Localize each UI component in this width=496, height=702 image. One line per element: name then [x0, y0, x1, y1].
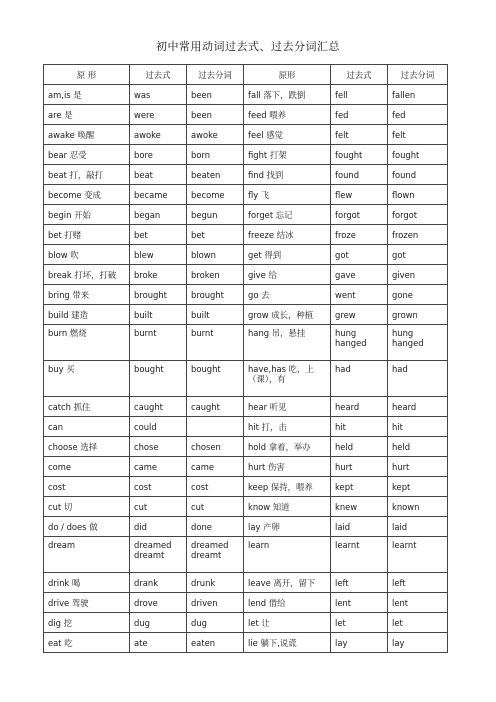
past-tense-right: hurt — [331, 457, 388, 477]
table-row — [44, 573, 448, 593]
base-form-left: beat 打，敲打 — [44, 165, 130, 185]
past-participle-left: born — [187, 145, 244, 165]
past-participle-right: hung hanged — [388, 325, 448, 361]
base-form-left: come — [44, 457, 130, 477]
past-participle-right: learnt — [388, 537, 448, 573]
past-tense-left: began — [130, 205, 187, 225]
base-form-left: are 是 — [44, 105, 130, 125]
past-participle-left: driven — [187, 593, 244, 613]
past-participle-right: left — [388, 573, 448, 593]
past-tense-right: hung hanged — [331, 325, 388, 361]
base-form-right: hurt 伤害 — [244, 457, 331, 477]
base-form-left: am,is 是 — [44, 85, 130, 105]
base-form-left: become 变成 — [44, 185, 130, 205]
past-participle-left: awoke — [187, 125, 244, 145]
past-participle-left: drunk — [187, 573, 244, 593]
base-form-right: have,has 吃，上（课），有 — [244, 361, 331, 397]
table-row — [44, 145, 448, 165]
past-tense-left: blew — [130, 245, 187, 265]
past-participle-right: got — [388, 245, 448, 265]
past-participle-left: brought — [187, 285, 244, 305]
base-form-right: lend 借给 — [244, 593, 331, 613]
table-row — [44, 497, 448, 517]
table-row — [44, 185, 448, 205]
past-participle-right: heard — [388, 397, 448, 417]
past-tense-left: chose — [130, 437, 187, 457]
header-past-left: 过去式 — [130, 65, 187, 85]
past-participle-right: let — [388, 613, 448, 633]
table-row — [44, 537, 448, 573]
past-tense-left: cut — [130, 497, 187, 517]
past-participle-left: been — [187, 85, 244, 105]
past-participle-right: given — [388, 265, 448, 285]
header-past-right: 过去式 — [331, 65, 388, 85]
past-participle-right: fallen — [388, 85, 448, 105]
past-tense-right: fought — [331, 145, 388, 165]
header-pp-left: 过去分词 — [187, 65, 244, 85]
past-participle-left: beaten — [187, 165, 244, 185]
past-tense-right: fell — [331, 85, 388, 105]
base-form-left: dig 挖 — [44, 613, 130, 633]
past-tense-left: could — [130, 417, 187, 437]
base-form-right: lie 躺下,说谎 — [244, 633, 331, 653]
past-tense-right: hit — [331, 417, 388, 437]
base-form-left: cost — [44, 477, 130, 497]
past-tense-left: ate — [130, 633, 187, 653]
past-participle-left: bet — [187, 225, 244, 245]
table-row — [44, 397, 448, 417]
past-tense-right: forgot — [331, 205, 388, 225]
base-form-right: fly 飞 — [244, 185, 331, 205]
past-tense-right: lay — [331, 633, 388, 653]
past-participle-left: eaten — [187, 633, 244, 653]
base-form-left: dream — [44, 537, 130, 573]
base-form-left: drink 喝 — [44, 573, 130, 593]
base-form-right: forget 忘记 — [244, 205, 331, 225]
table-row — [44, 85, 448, 105]
base-form-right: feed 喂养 — [244, 105, 331, 125]
table-row — [44, 517, 448, 537]
past-participle-right: found — [388, 165, 448, 185]
past-participle-right: forgot — [388, 205, 448, 225]
past-tense-right: felt — [331, 125, 388, 145]
past-tense-left: were — [130, 105, 187, 125]
base-form-left: bring 带来 — [44, 285, 130, 305]
base-form-right: let 让 — [244, 613, 331, 633]
past-tense-left: beat — [130, 165, 187, 185]
past-tense-right: lent — [331, 593, 388, 613]
past-tense-left: drank — [130, 573, 187, 593]
header-pp-right: 过去分词 — [388, 65, 448, 85]
verb-table-body — [44, 85, 448, 653]
table-row — [44, 325, 448, 361]
past-participle-left: bought — [187, 361, 244, 397]
past-tense-right: held — [331, 437, 388, 457]
base-form-right: find 找到 — [244, 165, 331, 185]
base-form-right: feel 感觉 — [244, 125, 331, 145]
past-tense-left: came — [130, 457, 187, 477]
base-form-right: fall 落下，跌倒 — [244, 85, 331, 105]
past-tense-left: awoke — [130, 125, 187, 145]
past-tense-right: froze — [331, 225, 388, 245]
base-form-left: bear 忍受 — [44, 145, 130, 165]
base-form-left: drive 驾驶 — [44, 593, 130, 613]
base-form-right: go 去 — [244, 285, 331, 305]
base-form-right: learn — [244, 537, 331, 573]
past-tense-right: grew — [331, 305, 388, 325]
past-tense-right: found — [331, 165, 388, 185]
past-participle-right: held — [388, 437, 448, 457]
past-participle-left: been — [187, 105, 244, 125]
past-tense-left: became — [130, 185, 187, 205]
table-row — [44, 305, 448, 325]
past-tense-left: broke — [130, 265, 187, 285]
base-form-left: eat 吃 — [44, 633, 130, 653]
past-tense-right: got — [331, 245, 388, 265]
past-tense-left: brought — [130, 285, 187, 305]
past-participle-right: known — [388, 497, 448, 517]
table-row — [44, 361, 448, 397]
base-form-right: give 给 — [244, 265, 331, 285]
table-row — [44, 417, 448, 437]
past-participle-left: begun — [187, 205, 244, 225]
table-row — [44, 437, 448, 457]
past-tense-right: heard — [331, 397, 388, 417]
base-form-left: break 打坏，打破 — [44, 265, 130, 285]
table-row — [44, 265, 448, 285]
base-form-left: burn 燃烧 — [44, 325, 130, 361]
past-tense-right: gave — [331, 265, 388, 285]
base-form-left: choose 选择 — [44, 437, 130, 457]
past-participle-right: fought — [388, 145, 448, 165]
past-participle-right: gone — [388, 285, 448, 305]
base-form-left: awake 唤醒 — [44, 125, 130, 145]
base-form-left: begin 开始 — [44, 205, 130, 225]
past-tense-left: cost — [130, 477, 187, 497]
past-participle-left: burnt — [187, 325, 244, 361]
past-tense-left: built — [130, 305, 187, 325]
base-form-right: hang 吊，悬挂 — [244, 325, 331, 361]
past-participle-left: chosen — [187, 437, 244, 457]
base-form-left: do / does 做 — [44, 517, 130, 537]
table-row — [44, 285, 448, 305]
table-row — [44, 105, 448, 125]
past-participle-left: dreamed dreamt — [187, 537, 244, 573]
table-row — [44, 125, 448, 145]
past-tense-right: fed — [331, 105, 388, 125]
table-header-row — [44, 65, 448, 85]
base-form-right: grow 成长，种植 — [244, 305, 331, 325]
past-participle-left: broken — [187, 265, 244, 285]
past-participle-right: flown — [388, 185, 448, 205]
past-tense-right: kept — [331, 477, 388, 497]
past-tense-right: knew — [331, 497, 388, 517]
past-tense-right: went — [331, 285, 388, 305]
past-participle-right: laid — [388, 517, 448, 537]
past-tense-left: drove — [130, 593, 187, 613]
past-tense-right: let — [331, 613, 388, 633]
past-tense-right: had — [331, 361, 388, 397]
base-form-left: can — [44, 417, 130, 437]
past-participle-left: built — [187, 305, 244, 325]
table-row — [44, 245, 448, 265]
base-form-left: cut 切 — [44, 497, 130, 517]
table-row — [44, 613, 448, 633]
base-form-left: catch 抓住 — [44, 397, 130, 417]
base-form-right: know 知道 — [244, 497, 331, 517]
base-form-left: bet 打赌 — [44, 225, 130, 245]
past-tense-left: burnt — [130, 325, 187, 361]
past-participle-left: cut — [187, 497, 244, 517]
base-form-right: keep 保持，喂养 — [244, 477, 331, 497]
past-tense-right: left — [331, 573, 388, 593]
base-form-right: fight 打架 — [244, 145, 331, 165]
past-participle-left: came — [187, 457, 244, 477]
past-tense-left: bet — [130, 225, 187, 245]
past-tense-left: bore — [130, 145, 187, 165]
table-row — [44, 633, 448, 653]
past-participle-right: fed — [388, 105, 448, 125]
table-row — [44, 477, 448, 497]
past-participle-right: felt — [388, 125, 448, 145]
base-form-right: freeze 结冰 — [244, 225, 331, 245]
past-participle-left: dug — [187, 613, 244, 633]
past-participle-right: frozen — [388, 225, 448, 245]
past-tense-left: was — [130, 85, 187, 105]
past-participle-right: had — [388, 361, 448, 397]
base-form-right: leave 离开，留下 — [244, 573, 331, 593]
past-participle-right: kept — [388, 477, 448, 497]
past-participle-right: lay — [388, 633, 448, 653]
past-participle-left: caught — [187, 397, 244, 417]
base-form-left: blow 吹 — [44, 245, 130, 265]
base-form-right: get 得到 — [244, 245, 331, 265]
past-tense-left: dug — [130, 613, 187, 633]
header-base-right: 原形 — [244, 65, 331, 85]
past-participle-left — [187, 417, 244, 437]
verb-table — [43, 64, 448, 653]
past-participle-right: lent — [388, 593, 448, 613]
past-tense-left: did — [130, 517, 187, 537]
past-participle-left: become — [187, 185, 244, 205]
past-participle-left: blown — [187, 245, 244, 265]
table-row — [44, 205, 448, 225]
past-participle-left: done — [187, 517, 244, 537]
past-tense-left: caught — [130, 397, 187, 417]
table-row — [44, 225, 448, 245]
past-tense-right: learnt — [331, 537, 388, 573]
past-tense-left: dreamed dreamt — [130, 537, 187, 573]
page-title: 初中常用动词过去式、过去分词汇总 — [156, 40, 340, 53]
base-form-right: hold 拿着，举办 — [244, 437, 331, 457]
table-row — [44, 457, 448, 477]
table-row — [44, 593, 448, 613]
base-form-left: build 建造 — [44, 305, 130, 325]
past-participle-right: hurt — [388, 457, 448, 477]
base-form-left: buy 买 — [44, 361, 130, 397]
base-form-right: lay 产卵 — [244, 517, 331, 537]
past-tense-right: laid — [331, 517, 388, 537]
header-base-left: 原 形 — [44, 65, 130, 85]
base-form-right: hit 打，击 — [244, 417, 331, 437]
base-form-right: hear 听见 — [244, 397, 331, 417]
past-participle-right: hit — [388, 417, 448, 437]
past-tense-left: bought — [130, 361, 187, 397]
past-participle-right: grown — [388, 305, 448, 325]
table-row — [44, 165, 448, 185]
past-tense-right: flew — [331, 185, 388, 205]
past-participle-left: cost — [187, 477, 244, 497]
